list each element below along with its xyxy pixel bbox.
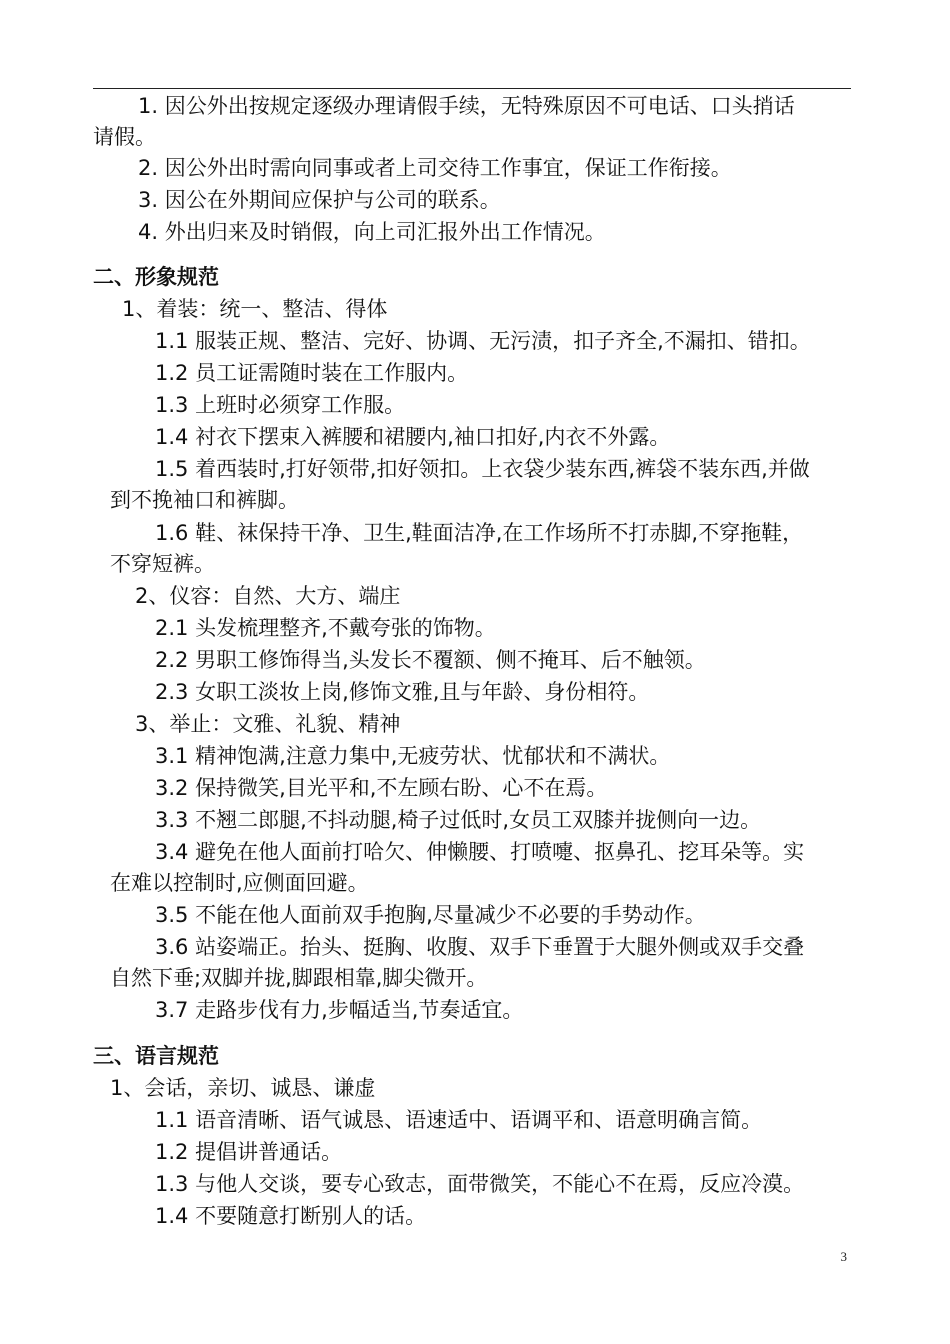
clause-3-4: 3.4 避免在他人面前打哈欠、伸懒腰、打喷嚏、抠鼻孔、挖耳朵等。实 bbox=[155, 840, 805, 864]
clause-1-6-cont: 不穿短裤。 bbox=[110, 552, 215, 576]
clause-2-2: 2.2 男职工修饰得当,头发长不覆额、侧不掩耳、后不触领。 bbox=[155, 648, 706, 672]
section3-sub1: 1、会话，亲切、诚恳、谦虚 bbox=[110, 1076, 376, 1100]
clause-2-1: 2.1 头发梳理整齐,不戴夸张的饰物。 bbox=[155, 616, 496, 640]
page-number: 3 bbox=[840, 1249, 847, 1264]
clause-3-2: 3.2 保持微笑,目光平和,不左顾右盼、心不在焉。 bbox=[155, 776, 608, 800]
section2-sub1: 1、着装：统一、整洁、得体 bbox=[122, 297, 388, 321]
header-rule bbox=[93, 88, 851, 89]
section1-item-4: 4. 外出归来及时销假，向上司汇报外出工作情况。 bbox=[138, 220, 606, 244]
speech-clause-1-1: 1.1 语音清晰、语气诚恳、语速适中、语调平和、语意明确言简。 bbox=[155, 1108, 763, 1132]
clause-3-6: 3.6 站姿端正。抬头、挺胸、收腹、双手下垂置于大腿外侧或双手交叠 bbox=[155, 935, 805, 959]
clause-3-5: 3.5 不能在他人面前双手抱胸,尽量减少不必要的手势动作。 bbox=[155, 903, 706, 927]
clause-3-7: 3.7 走路步伐有力,步幅适当,节奏适宜。 bbox=[155, 998, 524, 1022]
section1-item-1: 1. 因公外出按规定逐级办理请假手续，无特殊原因不可电话、口头捎话 bbox=[138, 94, 795, 118]
section1-item-2: 2. 因公外出时需向同事或者上司交待工作事宜，保证工作衔接。 bbox=[138, 156, 732, 180]
clause-3-4-cont: 在难以控制时,应侧面回避。 bbox=[110, 871, 369, 895]
section3-title: 三、语言规范 bbox=[93, 1044, 219, 1068]
speech-clause-1-2: 1.2 提倡讲普通话。 bbox=[155, 1140, 343, 1164]
speech-clause-1-4: 1.4 不要随意打断别人的话。 bbox=[155, 1204, 427, 1228]
section2-sub3: 3、举止：文雅、礼貌、精神 bbox=[135, 712, 401, 736]
clause-1-5: 1.5 着西装时,打好领带,扣好领扣。上衣袋少装东西,裤袋不装东西,并做 bbox=[155, 457, 810, 481]
clause-3-1: 3.1 精神饱满,注意力集中,无疲劳状、忧郁状和不满状。 bbox=[155, 744, 671, 768]
clause-1-1: 1.1 服装正规、整洁、完好、协调、无污渍，扣子齐全,不漏扣、错扣。 bbox=[155, 329, 811, 353]
clause-3-6-cont: 自然下垂;双脚并拢,脚跟相靠,脚尖微开。 bbox=[110, 966, 488, 990]
section2-sub2: 2、仪容：自然、大方、端庄 bbox=[135, 584, 401, 608]
clause-2-3: 2.3 女职工淡妆上岗,修饰文雅,且与年龄、身份相符。 bbox=[155, 680, 650, 704]
clause-3-3: 3.3 不翘二郎腿,不抖动腿,椅子过低时,女员工双膝并拢侧向一边。 bbox=[155, 808, 762, 832]
speech-clause-1-3: 1.3 与他人交谈，要专心致志，面带微笑，不能心不在焉，反应冷漠。 bbox=[155, 1172, 805, 1196]
clause-1-5-cont: 到不挽袖口和裤脚。 bbox=[110, 488, 299, 512]
clause-1-6: 1.6 鞋、袜保持干净、卫生,鞋面洁净,在工作场所不打赤脚,不穿拖鞋， bbox=[155, 521, 804, 545]
clause-1-2: 1.2 员工证需随时装在工作服内。 bbox=[155, 361, 469, 385]
clause-1-3: 1.3 上班时必须穿工作服。 bbox=[155, 393, 406, 417]
clause-1-4: 1.4 衬衣下摆束入裤腰和裙腰内,袖口扣好,内衣不外露。 bbox=[155, 425, 671, 449]
section1-item-1-cont: 请假。 bbox=[93, 125, 156, 149]
section2-title: 二、形象规范 bbox=[93, 265, 219, 289]
section1-item-3: 3. 因公在外期间应保护与公司的联系。 bbox=[138, 188, 501, 212]
